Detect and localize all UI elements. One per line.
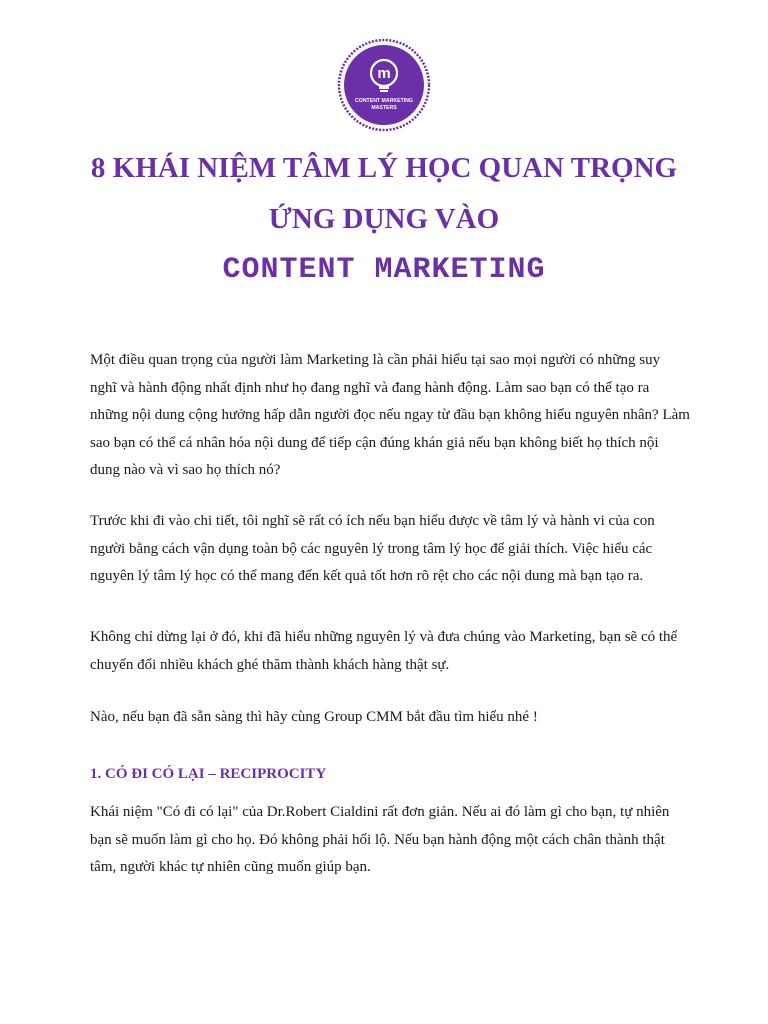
intro-paragraph: Một điều quan trọng của người làm Marketing là cần phải hiểu tại sao mọi người có những suy nghĩ và hành động nhất định như họ đang nghĩ và đang hành động. Làm sao bạn có thể tạo ra những nội dung cộng hưởng hấp dẫn người đọc nếu ngay từ đầu bạn không hiểu nguyên nhân? Làm sao bạn có thể cá nhân hóa nội dung để tiếp cận đúng khán giả nếu bạn không biết họ thích nội dung nào và vì sao họ thích nó? bbox=[90, 352, 690, 478]
section-body: Khái niệm "Có đi có lại" của Dr.Robert Cialdini rất đơn giản. Nếu ai đó làm gì cho bạn, tự nhiên bạn sẽ muốn làm gì cho họ. Đó không phải hối lộ. Nếu bạn hành động một cách chân thành thật tâm, người khác tự nhiên cũng muốn giúp bạn. bbox=[90, 804, 670, 875]
title-line-1: 8 KHÁI NIỆM TÂM LÝ HỌC QUAN TRỌNG bbox=[90, 152, 678, 184]
content-marketing-masters-logo bbox=[337, 38, 431, 132]
logo-caption-line2: MASTERS bbox=[371, 105, 397, 111]
title-line-2: ỨNG DỤNG VÀO bbox=[268, 203, 500, 235]
title-line-3: CONTENT MARKETING bbox=[222, 253, 546, 287]
details-paragraph: Trước khi đi vào chi tiết, tôi nghĩ sẽ rất có ích nếu bạn hiểu được về tâm lý và hành vi của con người bằng cách vận dụng toàn bộ các nguyên lý trong tâm lý học để giải thích. Việc hiểu các nguyên lý tâm lý học có thể mang đến kết quả tốt hơn rõ rệt cho các nội dung mà bạn tạo ra. bbox=[90, 513, 655, 584]
logo-letter: m bbox=[377, 65, 391, 82]
section-heading: 1. CÓ ĐI CÓ LẠI – RECIPROCITY bbox=[90, 766, 327, 782]
call-to-action-paragraph: Nào, nếu bạn đã sẵn sàng thì hãy cùng Group CMM bắt đầu tìm hiểu nhé ! bbox=[90, 709, 538, 725]
logo-caption-line1: CONTENT MARKETING bbox=[355, 98, 413, 104]
conversion-paragraph: Không chỉ dừng lại ở đó, khi đã hiểu những nguyên lý và đưa chúng vào Marketing, bạn sẽ có thể chuyển đổi nhiều khách ghé thăm thành khách hàng thật sự. bbox=[90, 629, 678, 673]
